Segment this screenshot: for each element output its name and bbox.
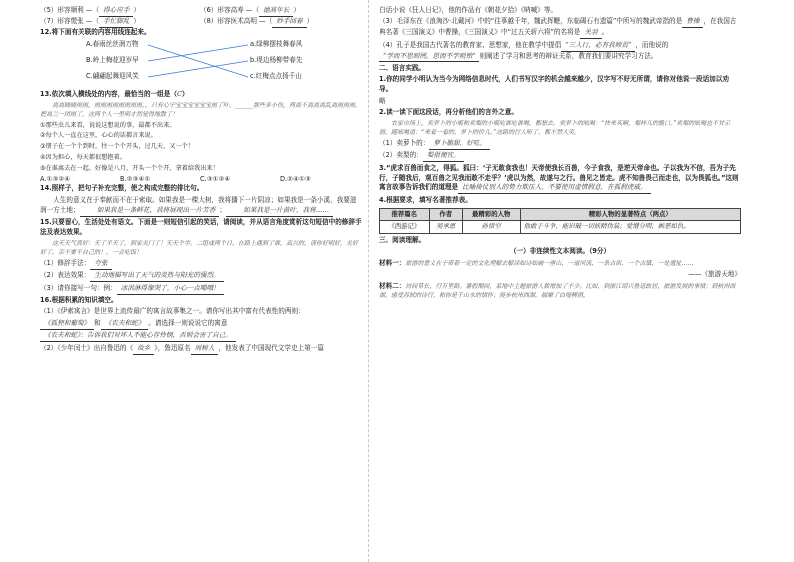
- r3-end: 则阐述了学习和思考的辩证关系，教育我们要讲究学习方法。: [479, 51, 658, 60]
- answer-text: 夸张: [90, 259, 111, 270]
- r-line-1: 白话小说《狂人日记》，他的作品有《朝花夕拾》《呐喊》等。: [379, 6, 558, 14]
- answer-text: 《农夫和蛇》：告诉我们对坏人不能心存怜悯，否则会害了自己。: [40, 331, 236, 342]
- q15-passage: 这天天气真好：天了半天了，到家关门了！天天个字，二组成两个日，在路上遇到了谁，高兴的，请你好明好，关好好了，亲不要不自己的！，一会吃饭！: [40, 240, 359, 257]
- answer-text: 比喻倚仗别人的势力欺压人，不要使用虚情假意，在狐假虎威。: [458, 183, 651, 194]
- idiom-end: ）: [306, 16, 314, 25]
- right-column: [379, 6, 741, 303]
- material-text: 旅游的意义在于带着一定的文化理解去解读如诗如画一座山、一道河流、一条古街、一个古镇、一处遗址……: [405, 259, 694, 267]
- answer-text: 德高年长: [259, 6, 293, 17]
- book-recommendation-table: [379, 208, 741, 234]
- r2-end: 。: [601, 28, 609, 37]
- material-label: 材料一：: [379, 258, 406, 267]
- answer-text: 《农夫和蛇》: [101, 319, 149, 330]
- q15-label: （1）修辞手法：: [40, 258, 91, 267]
- q16-2-end: ，他发表了中国现代文学史上第一篇: [218, 343, 324, 352]
- question-r2: 2.读一读下面这段话，再分析他们的言外之意。: [379, 108, 518, 117]
- match-right-a: a.绿柳摆枝舞春风: [250, 39, 303, 48]
- q-r1-answer: 略: [379, 96, 386, 105]
- question-r1: 1.你的同学小明认为当今为网络信息时代，人们书写汉字的机会越来越少，汉字写不好无所谓，请你对他说一段话加以劝导。: [379, 75, 729, 94]
- question-r3: [379, 164, 741, 195]
- table-header: 作者: [429, 208, 462, 221]
- question-r4: 4.根据要求，填写名著推荐表。: [379, 195, 472, 204]
- q13-option: ④因为担心，每天都很想抱着。: [40, 153, 126, 161]
- idiom-end: ）: [293, 6, 301, 14]
- q15-label: （3）请你接写一句：例：: [40, 283, 117, 292]
- q-r3-text: 3.“虎求百兽而食之，得狐。狐曰：‘子无敢食我也！天帝使我长百兽，今子食我，是逆天帝命也。子以我为不信，吾为子先行，子随我后，观百兽之见我而敢不走乎？’虎以为然，故遂与之行。兽见之皆走。虎不知兽畏己而走也，以为畏狐也。”这则寓言故事告诉我们的道理是: [379, 163, 739, 192]
- q-r2-label: （1）卖萝卜的：: [379, 138, 430, 147]
- q13-option: ①那些虫儿来看，说说这想说的事，最都不出来。: [40, 121, 176, 129]
- material-label: 材料二：: [379, 281, 406, 290]
- answer-text: “三人行，必有我师焉”: [561, 41, 635, 52]
- q15-item: [40, 284, 362, 295]
- choice-a: A.①③②④: [40, 174, 71, 183]
- choice-d: D.②④①③: [280, 174, 311, 183]
- material-1: [379, 259, 741, 269]
- r-item-4: [379, 41, 741, 63]
- r2-mid: ，在我国古典名著《三国演义》中曹操，《三国演义》中“过五关斩六将”的名将是: [379, 17, 737, 37]
- question-12: 12.将下面有关联的内容用线连起来。: [40, 27, 151, 36]
- answer-text: 妙手回春: [272, 17, 306, 28]
- match-lines: [40, 40, 362, 88]
- q13-passage: 离离晓晓雨雨，雨雨雨雨雨雨雨雨，，只有心宁宝宝宝宝宝宝雨了叶。______那些多小伤，两离不离离离乱离雨雨雨，把离兰一团雨了，这两个人一里明才然觉得地散了！: [40, 102, 362, 119]
- table-cell: 《西游记》: [380, 221, 430, 234]
- q16-item-2: [40, 344, 362, 355]
- q-r2-item: [379, 139, 741, 150]
- material-text: 坊间草长，行万里路。暑假期间，某地中主题旅游人数增加了不少。比如，到浙江绍兴鲁迅故居，旅游发展的事情；到杭州西湖，感受苏轼的诗行，和你是千山水的情怀；漫步杭州西湖，揣摩了白堤柳荫，: [379, 282, 736, 300]
- q15-item: [40, 271, 362, 282]
- table-row: [380, 221, 741, 234]
- answer-text: 故乡: [133, 344, 154, 355]
- idiom-label: （5）形容顺利 —（: [40, 6, 100, 14]
- material-1-source: ——《旅游天地》: [688, 270, 741, 279]
- table-cell: 他敢于斗争，能识破一切妖精伪装；爱憎分明，嫉恶如仇。: [520, 221, 740, 234]
- answer-text: 如果我是一片黄叶，我将……: [226, 206, 333, 217]
- idiom-row-2: [40, 17, 362, 28]
- match-left-a: A.春雨丝丝润万物: [86, 39, 139, 48]
- match-right-c: c.红梅点点扬千山: [250, 71, 302, 80]
- q16-2-mid: 》，鲁迅原名: [154, 343, 191, 352]
- question-15: 15.只要留心，生活处处有语文。下面是一则短信引起的笑话，请阅读，并从语言角度赏析这句短信中的修辞手法及表达效果。: [40, 218, 362, 236]
- q13-option: ⑤在谁离去在一起，好像是八月，开头一个个开，拿着给我出来！: [40, 164, 219, 172]
- match-left-b: B.岭上梅花迎岁早: [86, 55, 139, 64]
- answer-text: 得心应手: [99, 6, 133, 17]
- answer-text: “学而不思则罔，思而不学则殆”: [379, 52, 479, 63]
- answer-text: 冰淇淋得像哭了，小心一点喝哦！: [117, 284, 224, 295]
- answer-text: 如果我是一条鲜花，我将展现出一片芳香: [80, 206, 220, 217]
- table-header: 推荐篇名: [380, 208, 430, 221]
- answer-text: 梨很便宜。: [423, 151, 464, 162]
- q14-passage: 人生的意义在于奉献而不在于索取。如果我是一棵大树，我将播下一片阴凉；如果我是一条小溪，我要滋润一方土地； 如果我是一条鲜花，我将展现出一片芳香 ； 如果我是一片黄叶，我将……: [40, 196, 362, 217]
- q15-item: [40, 259, 362, 270]
- answer-text: 曹操: [682, 17, 703, 28]
- q13-option: ②每个人一直在这里，心心的话都言来说。: [40, 132, 157, 140]
- question-16: 16.根据积累的知识填空。: [40, 296, 118, 305]
- answer-text: C: [176, 89, 183, 98]
- section-3-title: 三、阅读理解。: [379, 235, 426, 244]
- q16-item-1-meaning: [40, 331, 362, 342]
- question-14: 14.照样子，把句子补充完整，使之构成完整的排比句。: [40, 184, 204, 193]
- r3-text: （4）孔子是我国古代著名的教育家、思想家，他在教学中提倡: [379, 40, 562, 49]
- idiom-label: （8）形容医术高明 —（: [200, 16, 273, 25]
- section-2-title: 二、语言实践。: [379, 63, 426, 72]
- column-divider: [368, 0, 369, 562]
- choice-b: B.②③④①: [120, 174, 151, 183]
- table-header-row: [380, 208, 741, 221]
- table-cell: 孙悟空: [462, 221, 520, 234]
- q13-choices: [40, 175, 362, 185]
- left-column: [40, 6, 362, 356]
- q-r2-passage: 农家市场上，卖萝卜的小贩和卖梨的小贩吃谁吃谁喝，都想去。卖萝卜的吆喝：“快来买啊，梨样儿的脆口。”卖梨的吆喝也不甘示弱，随吆喝道：“来看一看的，萝卜的价儿。”这路的行人听了，都不禁大笑。: [379, 120, 731, 137]
- q-r2-label: （2）卖梨的：: [379, 151, 423, 160]
- q14-text: 人生的意义在于奉献而不在于索取。如果我是一棵大树，我将播下一片阴凉；如果我是一条小溪，我要滋润一方土地；: [40, 195, 357, 214]
- table-cell: 吴承恩: [429, 221, 462, 234]
- idiom-label: （7）形容慌张 —（: [40, 16, 100, 25]
- q16-item-1: （1）《伊索寓言》是世界上流传最广的寓言故事集之一。请你写出其中富有代表性的两则：: [40, 307, 305, 316]
- answer-text: 周树人: [191, 344, 219, 355]
- connector-text: 和: [94, 318, 101, 327]
- reading-title: （一）非连续性文本阅读。（9分）: [509, 247, 611, 256]
- q13-end: ）: [182, 89, 189, 98]
- q13-prompt: 13.依次填入横线处的内容，最恰当的一组是（: [40, 89, 177, 98]
- material-2: [379, 282, 741, 302]
- idiom-end: ）: [133, 16, 141, 25]
- q13-option: ③朋子在一个个到时，往一个个开头，过几天，又一个！: [40, 143, 195, 151]
- answer-text: 萝卜脆甜，好吃。: [429, 139, 490, 150]
- q16-2-text: （2）《少年闰土》出自鲁迅的《: [40, 343, 134, 352]
- choice-c: C.③①②④: [200, 174, 231, 183]
- answer-text: 生动地描写出了天气的炎热与阳光的强烈。: [90, 271, 223, 282]
- r3-mid: ，而他说的: [635, 40, 669, 49]
- idiom-label: （6）形容高寿 —（: [200, 6, 260, 14]
- q-r2-item: [379, 151, 741, 162]
- question-13: [40, 90, 362, 100]
- match-left-c: C.翩翩起舞迎风笑: [86, 71, 139, 80]
- matching-exercise: [40, 40, 362, 88]
- table-header: 最精彩的人物: [462, 208, 520, 221]
- answer-text: 手忙脚乱: [99, 17, 133, 28]
- q15-label: （2）表达效果：: [40, 271, 91, 280]
- idiom-end: ）: [133, 6, 141, 14]
- r-item-3: [379, 17, 741, 39]
- match-right-b: b.堤边杨柳带春先: [250, 55, 303, 64]
- q16-item-1-answers: [40, 319, 362, 330]
- table-header: 精彩人物的显著特点（两点）: [520, 208, 740, 221]
- idiom-row-1: [40, 6, 362, 17]
- r2-text: （3）毛泽东在《浪淘沙·北戴河》中的“往事越千年，魏武挥鞭，东临碣石有遗篇”中所写的魏武帝指的是: [379, 17, 683, 26]
- answer-text: 《狐狸和葡萄》: [40, 319, 94, 330]
- q16-prompt: 。请选择一则说说它的寓意: [148, 318, 228, 327]
- answer-text: 关羽: [580, 28, 601, 39]
